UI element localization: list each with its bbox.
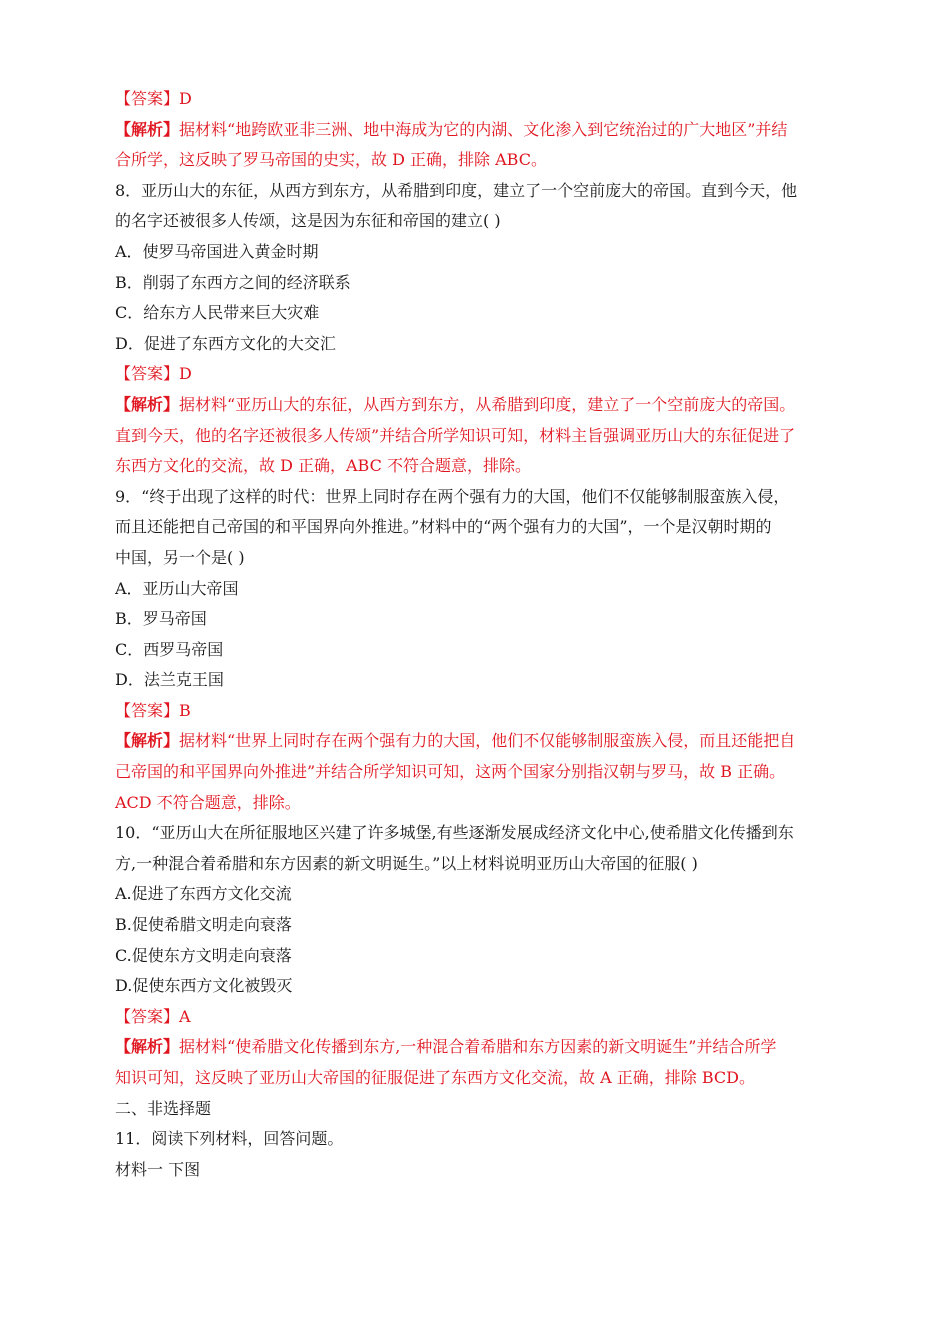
q10-answer: 【答案】A: [115, 1006, 191, 1026]
q9-option-d: D．法兰克王国: [115, 670, 224, 690]
document-content: [115, 84, 840, 1185]
q8-analysis-text-1: 据材料“亚历山大的东征，从西方到东方，从希腊到印度，建立了一个空前庞大的帝国。: [179, 394, 796, 414]
q10-analysis-label: 【解析】: [115, 1037, 180, 1057]
q8-answer: 【答案】D: [115, 364, 192, 384]
q8-analysis-line-3: 东西方文化的交流，故 D 正确，ABC 不符合题意，排除。: [115, 456, 531, 476]
q10-stem-line-1: 10．“亚历山大在所征服地区兴建了许多城堡,有些逐渐发展成经济文化中心,使希腊文化传播到东: [115, 823, 794, 843]
q8-analysis-line-1: [115, 390, 840, 421]
q9-option-b: B．罗马帝国: [115, 609, 207, 629]
q11-stem: 11．阅读下列材料，回答问题。: [115, 1129, 344, 1149]
q8-option-d: D．促进了东西方文化的大交汇: [115, 333, 336, 353]
q8-option-c: C．给东方人民带来巨大灾难: [115, 303, 320, 323]
q10-option-c: C.促使东方文明走向衰落: [115, 945, 292, 965]
q10-stem-line-2: 方,一种混合着希腊和东方因素的新文明诞生。”以上材料说明亚历山大帝国的征服( ): [115, 853, 698, 873]
section-heading: 二、非选择题: [115, 1098, 212, 1118]
q8-analysis-label: 【解析】: [115, 394, 180, 414]
q10-analysis-line-1: [115, 1032, 840, 1063]
q9-stem-line-3: 中国，另一个是( ): [115, 547, 245, 567]
q8-option-b: B．削弱了东西方之间的经济联系: [115, 272, 351, 292]
q9-analysis-label: 【解析】: [115, 731, 180, 751]
q10-analysis-text-1: 据材料“使希腊文化传播到东方,一种混合着希腊和东方因素的新文明诞生”并结合所学: [179, 1037, 777, 1057]
q9-analysis-line-1: [115, 726, 840, 757]
q7-answer: 【答案】D: [115, 89, 192, 108]
q9-answer: 【答案】B: [115, 700, 191, 720]
q9-analysis-line-3: ACD 不符合题意，排除。: [115, 792, 301, 812]
q8-analysis-line-2: 直到今天，他的名字还被很多人传颂”并结合所学知识可知，材料主旨强调亚历山大的东征促进了: [115, 425, 796, 445]
q8-stem-line-1: 8．亚历山大的东征，从西方到东方，从希腊到印度，建立了一个空前庞大的帝国。直到今天，他: [115, 180, 798, 200]
q9-stem-line-2: 而且还能把自己帝国的和平国界向外推进。”材料中的“两个强有力的大国”，一个是汉朝时期的: [115, 517, 772, 537]
material-1-label: 材料一 下图: [115, 1159, 201, 1179]
q9-option-a: A．亚历山大帝国: [115, 578, 239, 598]
q9-stem-line-1: 9．“终于出现了这样的时代：世界上同时存在两个强有力的大国，他们不仅能够制服蛮族入侵，: [115, 486, 790, 506]
q7-analysis-line-1: [115, 115, 840, 146]
q7-analysis-text-1: 据材料“地跨欧亚非三洲、地中海成为它的内湖、文化渗入到它统治过的广大地区”并结: [179, 119, 788, 139]
q10-analysis-line-2: 知识可知，这反映了亚历山大帝国的征服促进了东西方文化交流，故 A 正确，排除 BCD。: [115, 1068, 755, 1087]
q7-analysis-line-2: 合所学，这反映了罗马帝国的史实，故 D 正确，排除 ABC。: [115, 150, 547, 170]
q10-option-b: B.促使希腊文明走向衰落: [115, 915, 292, 935]
q9-analysis-line-2: 己帝国的和平国界向外推进”并结合所学知识可知，这两个国家分别指汉朝与罗马，故 B 正确。: [115, 762, 786, 782]
q9-option-c: C．西罗马帝国: [115, 639, 224, 659]
q7-analysis-label: 【解析】: [115, 119, 180, 139]
q8-stem-line-2: 的名字还被很多人传颂，这是因为东征和帝国的建立( ): [115, 211, 501, 231]
q10-option-a: A.促进了东西方文化交流: [115, 884, 292, 904]
q10-option-d: D.促使东西方文化被毁灭: [115, 976, 293, 996]
q9-analysis-text-1: 据材料“世界上同时存在两个强有力的大国，他们不仅能够制服蛮族入侵，而且还能把自: [179, 731, 796, 751]
q8-option-a: A．使罗马帝国进入黄金时期: [115, 241, 319, 261]
